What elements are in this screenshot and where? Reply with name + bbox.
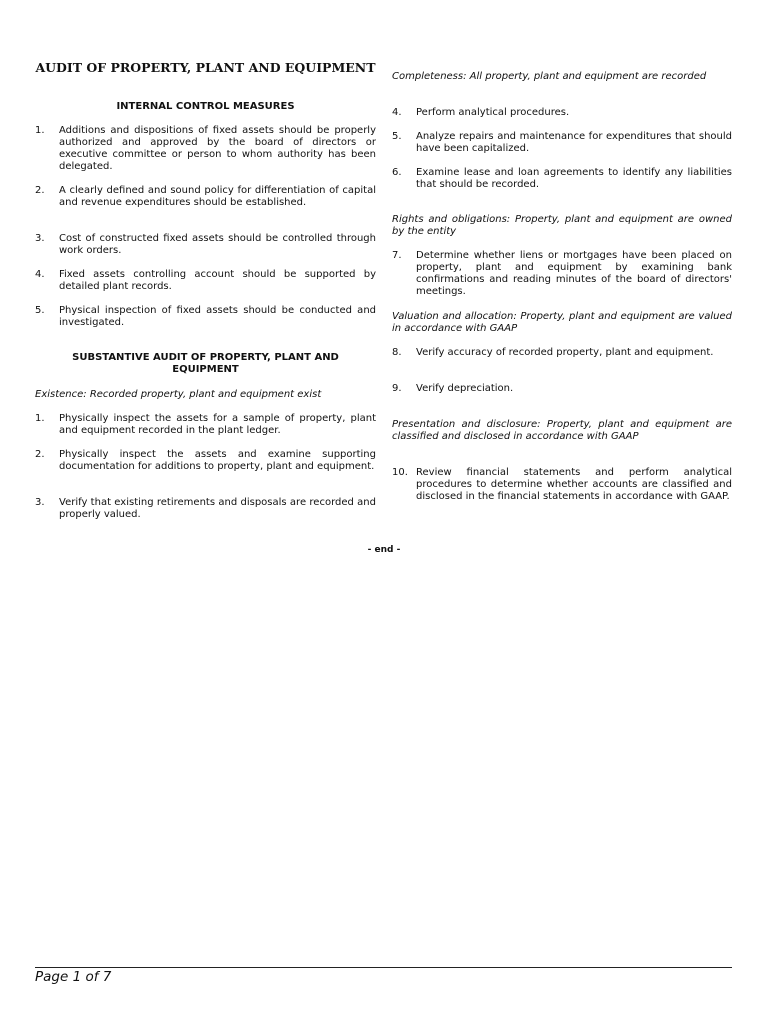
list-item: [392, 167, 732, 191]
item-text: A clearly defined and sound policy for differentiation of capital and revenue expenditures should be established.: [59, 185, 376, 208]
document-title: AUDIT OF PROPERTY, PLANT AND EQUIPMENT: [35, 60, 376, 75]
item-number: 1.: [35, 413, 45, 424]
list-item: [35, 185, 376, 209]
item-text: Analyze repairs and maintenance for expenditures that should have been capitalized.: [416, 131, 732, 154]
list-item: [35, 413, 376, 437]
substantive-audit-heading: SUBSTANTIVE AUDIT OF PROPERTY, PLANT AND EQUIPMENT: [72, 352, 339, 375]
item-number: 4.: [392, 107, 402, 118]
list-item: [392, 107, 732, 119]
page-number: Page 1 of 7: [35, 969, 112, 985]
valuation-allocation-assertion: Valuation and allocation: Property, plant and equipment are valued in accordance with GAAP: [392, 311, 732, 334]
list-item: [35, 305, 376, 329]
item-text: Physically inspect the assets for a sample of property, plant and equipment recorded in the plant ledger.: [59, 413, 376, 436]
item-number: 8.: [392, 347, 402, 358]
footer-divider: [35, 967, 732, 968]
rights-obligations-assertion: Rights and obligations: Property, plant and equipment are owned by the entity: [392, 214, 732, 237]
item-text: Review financial statements and perform analytical procedures to determine whether accounts are classified and disclosed in the financial statements in accordance with GAAP.: [416, 467, 732, 502]
item-number: 2.: [35, 185, 45, 196]
list-item: [35, 269, 376, 293]
item-text: Cost of constructed fixed assets should be controlled through work orders.: [59, 233, 376, 256]
list-item: [392, 383, 732, 395]
item-text: Examine lease and loan agreements to identify any liabilities that should be recorded.: [416, 167, 732, 190]
item-number: 5.: [35, 305, 45, 316]
item-text: Additions and dispositions of fixed assets should be properly authorized and approved by the board of directors or executive committee or person to whom authority has been delegated.: [59, 125, 376, 172]
list-item: [35, 233, 376, 257]
item-text: Verify accuracy of recorded property, plant and equipment.: [416, 347, 714, 358]
item-text: Physically inspect the assets and examine supporting documentation for additions to property, plant and equipment.: [59, 449, 376, 472]
list-item: [392, 347, 732, 359]
item-number: 6.: [392, 167, 402, 178]
list-item: [35, 125, 376, 173]
item-number: 1.: [35, 125, 45, 136]
item-number: 5.: [392, 131, 402, 142]
existence-assertion: Existence: Recorded property, plant and equipment exist: [35, 389, 322, 400]
item-number: 10.: [392, 467, 408, 478]
list-item: [392, 250, 732, 298]
list-item: [392, 467, 732, 503]
item-number: 7.: [392, 250, 402, 261]
item-text: Verify depreciation.: [416, 383, 514, 394]
item-text: Determine whether liens or mortgages have been placed on property, plant and equipment by examining bank confirmations and reading minutes of the board of directors' meetings.: [416, 250, 732, 297]
presentation-disclosure-assertion: Presentation and disclosure: Property, plant and equipment are classified and disclosed in accordance with GAAP: [392, 419, 732, 442]
list-item: [35, 449, 376, 473]
item-text: Perform analytical procedures.: [416, 107, 570, 118]
completeness-assertion: Completeness: All property, plant and equipment are recorded: [392, 71, 707, 82]
item-number: 2.: [35, 449, 45, 460]
item-text: Fixed assets controlling account should be supported by detailed plant records.: [59, 269, 376, 292]
item-text: Physical inspection of fixed assets should be conducted and investigated.: [59, 305, 376, 328]
item-text: Verify that existing retirements and disposals are recorded and properly valued.: [59, 497, 376, 520]
end-marker: - end -: [367, 545, 401, 555]
internal-control-heading: INTERNAL CONTROL MEASURES: [116, 101, 295, 112]
list-item: [392, 131, 732, 155]
item-number: 9.: [392, 383, 402, 394]
item-number: 4.: [35, 269, 45, 280]
list-item: [35, 497, 376, 521]
item-number: 3.: [35, 497, 45, 508]
item-number: 3.: [35, 233, 45, 244]
